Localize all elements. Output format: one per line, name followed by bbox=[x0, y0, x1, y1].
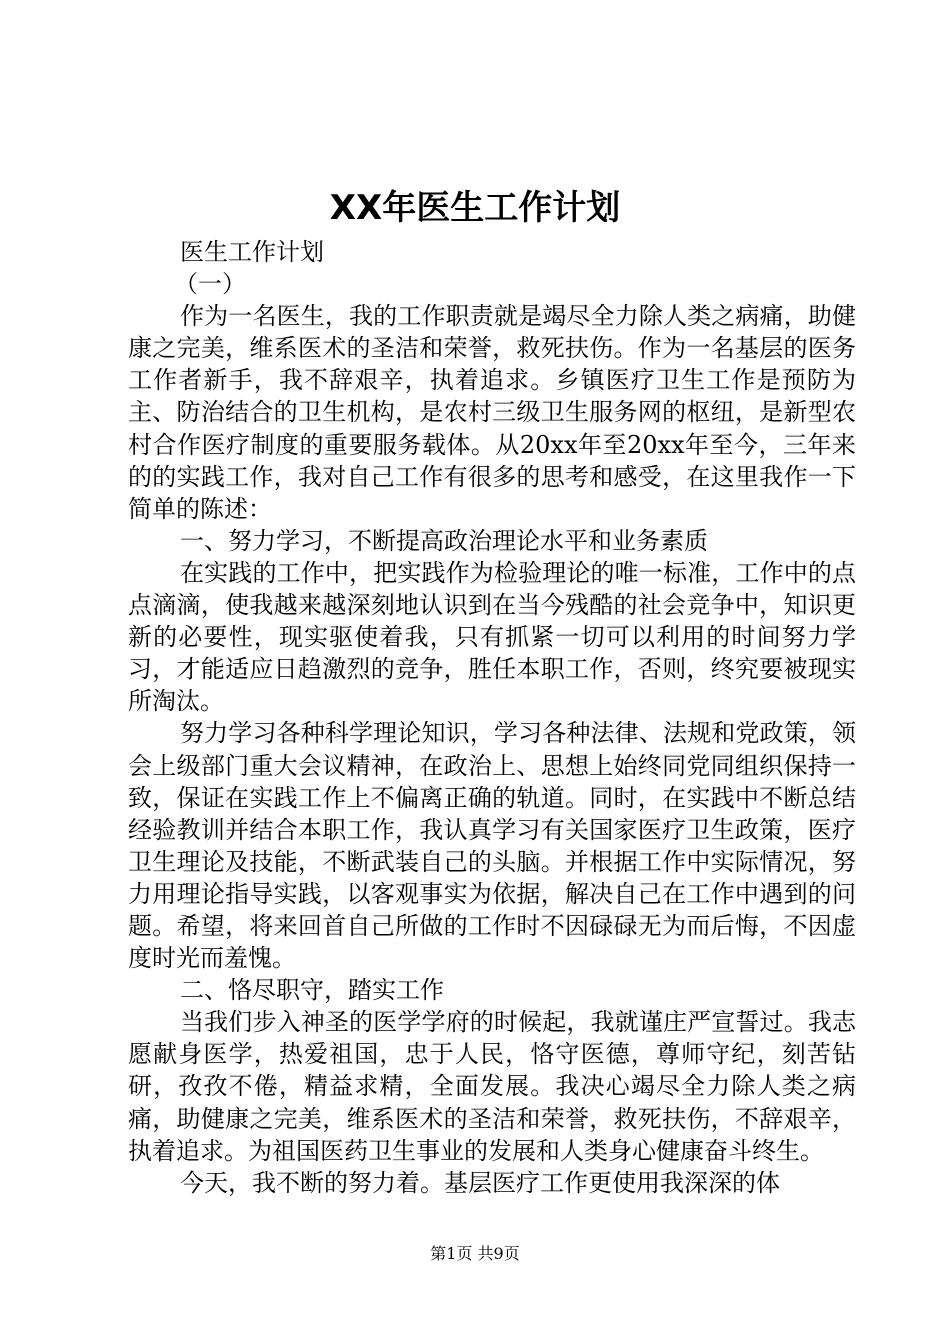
page-number: 第1页 共9页 bbox=[430, 1244, 520, 1263]
paragraph-study-1: 在实践的工作中，把实践作为检验理论的唯一标准，工作中的点点滴滴，使我越来越深刻地认识到在当今残酷的社会竞争中，知识更新的必要性，现实驱使着我，只有抓紧一切可以利用的时间努力学习，才能适应日趋激烈的竞争，胜任本职工作，否则，终究要被现实所淘汰。 bbox=[128, 558, 856, 716]
paragraph-duty-1: 当我们步入神圣的医学学府的时候起，我就谨庄严宣誓过。我志愿献身医学，热爱祖国，忠于人民，恪守医德，尊师守纪，刻苦钻研，孜孜不倦，精益求精，全面发展。我决心竭尽全力除人类之病痛，助健康之完美，维系医术的圣洁和荣誉，救死扶伤，不辞艰辛，执着追求。为祖国医药卫生事业的发展和人类身心健康奋斗终生。 bbox=[128, 1008, 856, 1165]
paragraph-intro: 作为一名医生，我的工作职责就是竭尽全力除人类之病痛，助健康之完美，维系医术的圣洁和荣誉，救死扶伤。作为一名基层的医务工作者新手，我不辞艰辛，执着追求。乡镇医疗卫生工作是预防为主、防治结合的卫生机构，是农村三级卫生服务网的枢纽，是新型农村合作医疗制度的重要服务载体。从20xx年至20xx年至今，三年来的的实践工作，我对自己工作有很多的思考和感受，在这里我作一下简单的陈述： bbox=[128, 302, 856, 523]
section-marker: （一） bbox=[174, 270, 246, 299]
section-heading-1: 一、努力学习，不断提高政治理论水平和业务素质 bbox=[180, 526, 708, 555]
paragraph-duty-2: 今天，我不断的努力着。基层医疗工作更使用我深深的体 bbox=[180, 1168, 780, 1197]
paragraph-study-2: 努力学习各种科学理论知识，学习各种法律、法规和党政策，领会上级部门重大会议精神，在政治上、思想上始终同党同组织保持一致，保证在实践工作上不偏离正确的轨道。同时，在实践中不断总结经验教训并结合本职工作，我认真学习有关国家医疗卫生政策，医疗卫生理论及技能，不断武装自己的头脑。并根据工作中实际情况，努力用理论指导实践，以客观事实为依据，解决自己在工作中遇到的问题。希望，将来回首自己所做的工作时不因碌碌无为而后悔，不因虚度时光而羞愧。 bbox=[128, 719, 856, 973]
document-subtitle: 医生工作计划 bbox=[180, 238, 324, 266]
document-body bbox=[128, 236, 856, 1199]
section-heading-2: 二、恪尽职守，踏实工作 bbox=[180, 976, 444, 1005]
document-title: XX年医生工作计划 bbox=[329, 188, 621, 228]
